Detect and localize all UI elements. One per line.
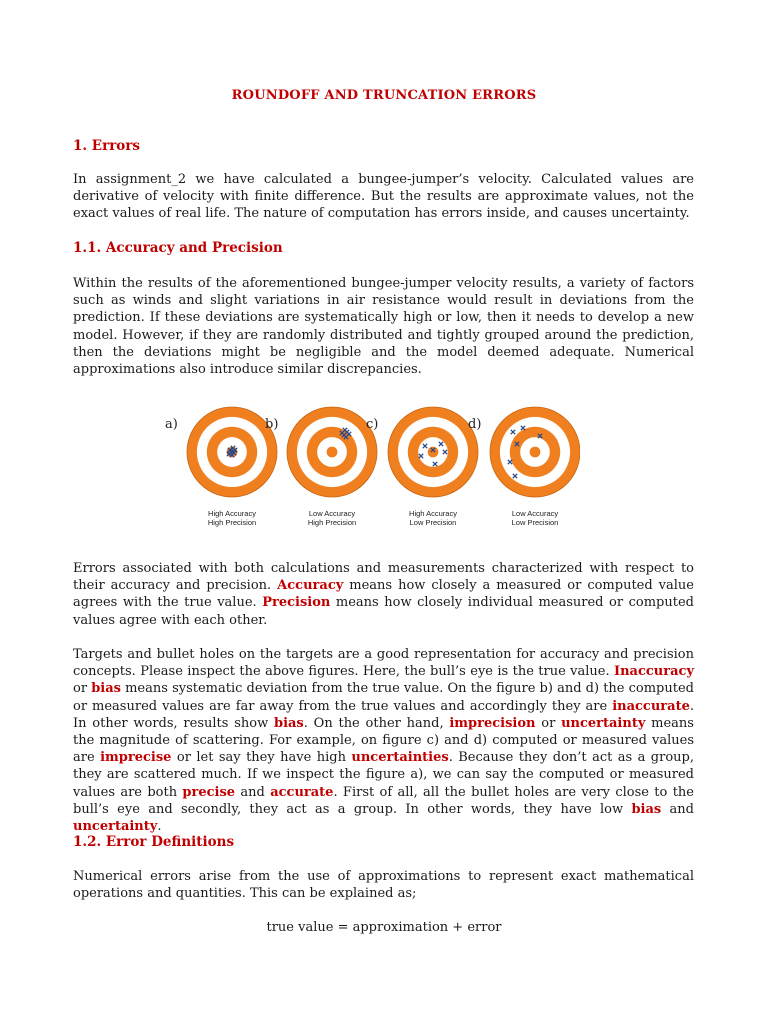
text-run: means how closely a measured or computed value agrees with the true value. (73, 578, 694, 611)
target-letter: c) (366, 417, 379, 432)
paragraph-deviations: Within the results of the aforementioned bungee-jumper velocity results, a variety of factors such as winds and slight variations in air resistance would result in deviations from the prediction. If these deviations are systematically high or low, then it needs to develop a new model. However, if they are randomly distributed and tightly grouped around the prediction, then the deviations might be negligible and the model deemed adequate. Numerical approximations also introduce similar discrepancies. (73, 276, 694, 378)
text-run: and (235, 784, 271, 800)
text-run: Targets and bullet holes on the targets are a good representation for accuracy and precision concepts. Please inspect the above figures. Here, the bull’s eye is the true value. (73, 647, 694, 680)
highlighted-term: uncertainty (561, 715, 646, 731)
target-letter: d) (468, 417, 482, 432)
heading-errors: 1. Errors (73, 138, 141, 154)
heading-accuracy-precision: 1.1. Accuracy and Precision (73, 240, 283, 256)
highlighted-term: Accuracy (277, 578, 344, 594)
highlighted-term: precise (182, 784, 236, 800)
error-equation: true value = approximation + error (266, 920, 502, 935)
target-caption: Low Precision (511, 518, 559, 527)
target-caption: High Accuracy (208, 509, 256, 518)
text-run: . First of all, all the bullet holes are very close to the bull’s eye and secondly, they act as a group. In other words, they have low (73, 784, 694, 817)
paragraph-numerical-errors: Numerical errors arise from the use of approximations to represent exact mathematical operations and quantities. This can be explained as; (73, 869, 694, 902)
text-run: means systematic deviation from the true value. On the figure b) and d) the computed or measured values are far away from the true values and accordingly they are (73, 681, 694, 714)
document-title: ROUNDOFF AND TRUNCATION ERRORS (231, 88, 537, 103)
target-caption: Low Precision (409, 518, 457, 527)
highlighted-term: imprecise (100, 750, 172, 766)
accuracy-precision-figure (160, 404, 580, 534)
text-run: Errors associated with both calculations and measurements characterized with respect to their accuracy and precision. (73, 561, 694, 594)
text-run: means the magnitude of scattering. For example, on figure c) and d) computed or measured values are (73, 715, 694, 766)
target-4 (468, 407, 580, 527)
text-run: or let say they have high (171, 750, 352, 766)
target-letter: b) (265, 417, 279, 432)
target-caption: High Accuracy (409, 509, 457, 518)
target-1 (165, 407, 277, 527)
text-run: or (535, 715, 562, 731)
heading-error-definitions: 1.2. Error Definitions (73, 834, 235, 850)
paragraph-accuracy-definition (73, 560, 694, 629)
target-caption: Low Accuracy (511, 509, 559, 518)
highlighted-term: imprecision (449, 715, 536, 731)
highlighted-term: bias (273, 715, 304, 731)
highlighted-term: Inaccuracy (614, 664, 694, 680)
highlighted-term: Precision (262, 595, 331, 611)
text-run: . In other words, results show (73, 698, 694, 731)
paragraph-bias-uncertainty (73, 646, 694, 835)
text-run: or (73, 681, 92, 697)
text-run: means how closely individual measured or computed values agree with each other. (73, 595, 694, 628)
target-2 (265, 407, 377, 527)
text-run: . (157, 819, 162, 835)
highlighted-term: bias (91, 681, 121, 697)
text-run: and (661, 801, 695, 817)
target-ring (530, 447, 541, 458)
highlighted-term: bias (631, 801, 662, 817)
target-letter: a) (165, 417, 178, 432)
target-caption: High Precision (207, 518, 257, 527)
paragraph-intro: In assignment_2 we have calculated a bungee-jumper’s velocity. Calculated values are derivative of velocity with finite difference. But the results are approximate values, not the exact values of real life. The nature of computation has errors inside, and causes uncertainty. (73, 172, 694, 222)
target-caption: Low Accuracy (308, 509, 356, 518)
highlighted-term: inaccurate (612, 698, 690, 714)
target-ring (428, 447, 439, 458)
highlighted-term: uncertainty (73, 819, 158, 835)
target-caption: High Precision (307, 518, 357, 527)
text-run: . On the other hand, (303, 715, 450, 731)
text-run: . Because they don’t act as a group, they are scattered much. If we inspect the figure a), we can say the computed or measured values are both (73, 750, 694, 800)
highlighted-term: uncertainties (351, 750, 449, 766)
target-ring (327, 447, 338, 458)
highlighted-term: accurate (270, 784, 334, 800)
target-3 (366, 407, 478, 527)
